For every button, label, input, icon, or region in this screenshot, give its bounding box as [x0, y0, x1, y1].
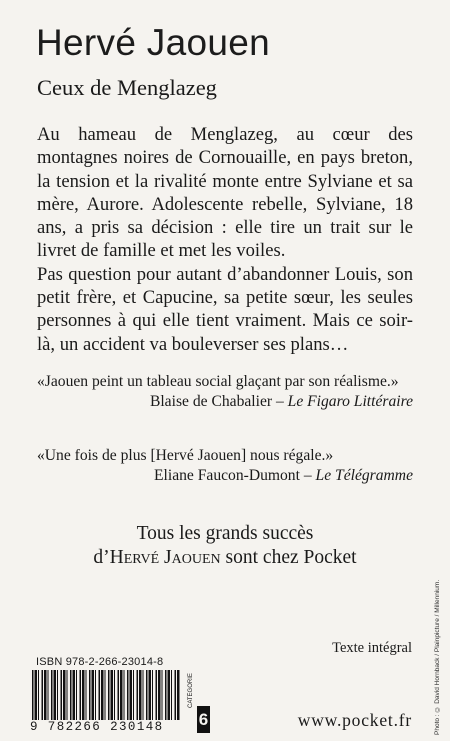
quote-author: Blaise de Chabalier — [149, 393, 273, 410]
quote-dash: – — [272, 393, 288, 410]
publisher-promo — [20, 522, 430, 570]
author-name: Hervé Jaouen — [36, 22, 270, 63]
quote-source: Le Figaro Littéraire — [287, 393, 413, 410]
barcode — [32, 670, 180, 720]
barcode-number: 9 782266 230148 — [30, 720, 164, 734]
photo-credit: Photo : © David Hornback / Plainpicture / Millennium. — [434, 579, 441, 735]
press-quote — [37, 372, 413, 412]
promo-line-2: d’Hervé Jaouen sont chez Pocket — [93, 547, 357, 568]
quote-source: Le Télégramme — [315, 467, 413, 484]
category-label: CATÉGORIE — [188, 673, 194, 708]
isbn-label: ISBN 978-2-266-23014-8 — [36, 656, 164, 668]
blurb-paragraph: Au hameau de Menglazeg, au cœur des montagnes noires de Cornouaille, en pays breton, la tension et la rivalité monte entre Sylviane et sa mère, Aurore. Adolescente rebelle, Sylviane, 18 ans, a pris sa décision : elle tire un trait sur le livret de famille et met les voiles. — [37, 124, 413, 262]
back-cover-blurb — [37, 123, 413, 356]
press-quote — [37, 446, 413, 486]
blurb-paragraph: Pas question pour autant d’abandonner Louis, son petit frère, et Capucine, sa petite sœur, les seules personnes à qui elle tient vraiment. Mais ce soir-là, un accident va bouleverser ses plans… — [37, 263, 413, 355]
quote-author: Eliane Faucon-Dumont — [154, 467, 300, 484]
promo-author: Hervé Jaouen — [109, 547, 221, 568]
promo-line-1: Tous les grands succès — [136, 523, 314, 544]
texte-integral-label: Texte intégral — [332, 640, 412, 656]
category-badge: 6 — [197, 706, 210, 733]
quote-attribution — [37, 466, 413, 486]
book-title: Ceux de Menglazeg — [37, 75, 217, 100]
quote-text: «Jaouen peint un tableau social glaçant par son réalisme.» — [37, 373, 399, 390]
publisher-url: www.pocket.fr — [297, 710, 412, 730]
quote-dash: – — [299, 467, 316, 484]
quote-text: «Une fois de plus [Hervé Jaouen] nous régale.» — [37, 447, 334, 464]
quote-attribution — [37, 392, 413, 412]
